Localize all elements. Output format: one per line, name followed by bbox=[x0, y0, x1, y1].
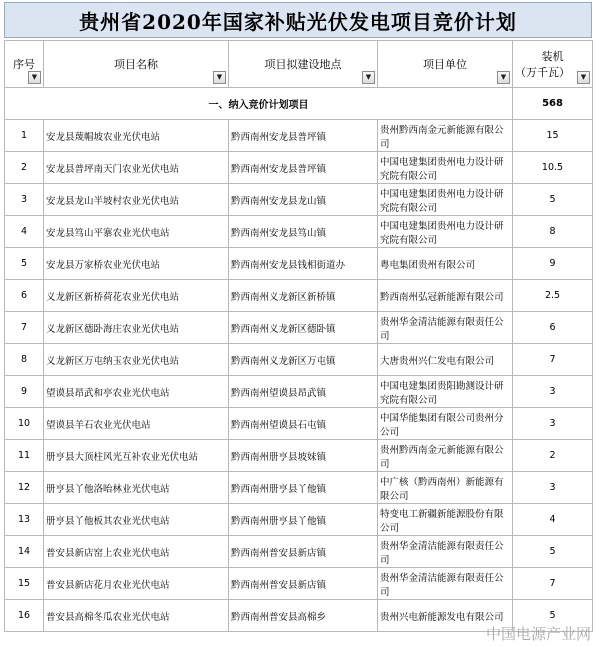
cell-site: 黔西南州普安县新店镇 bbox=[229, 568, 378, 600]
cell-no: 8 bbox=[5, 344, 44, 376]
cell-no: 12 bbox=[5, 472, 44, 504]
header-unit bbox=[378, 41, 513, 88]
table-row bbox=[5, 344, 593, 376]
cell-capacity: 5 bbox=[513, 600, 593, 632]
filter-dropdown-name[interactable] bbox=[213, 71, 226, 84]
table-row bbox=[5, 536, 593, 568]
cell-no: 14 bbox=[5, 536, 44, 568]
cell-site: 黔西南州安龙县笃山镇 bbox=[229, 216, 378, 248]
cell-name: 安龙县普坪南天门农业光伏电站 bbox=[44, 152, 229, 184]
cell-capacity: 7 bbox=[513, 568, 593, 600]
table-row bbox=[5, 312, 593, 344]
cell-capacity: 4 bbox=[513, 504, 593, 536]
cell-no: 5 bbox=[5, 248, 44, 280]
section-total: 568 bbox=[513, 88, 593, 120]
cell-no: 15 bbox=[5, 568, 44, 600]
cell-capacity: 9 bbox=[513, 248, 593, 280]
cell-no: 11 bbox=[5, 440, 44, 472]
cell-name: 普安县新店窑上农业光伏电站 bbox=[44, 536, 229, 568]
cell-capacity: 2.5 bbox=[513, 280, 593, 312]
chevron-down-icon: ▼ bbox=[500, 73, 507, 81]
cell-no: 3 bbox=[5, 184, 44, 216]
header-no bbox=[5, 41, 44, 88]
cell-unit: 粤电集团贵州有限公司 bbox=[378, 248, 513, 280]
cell-no: 9 bbox=[5, 376, 44, 408]
cell-site: 黔西南州义龙新区万屯镇 bbox=[229, 344, 378, 376]
cell-site: 黔西南州册亨县坡妹镇 bbox=[229, 440, 378, 472]
cell-name: 册亨县丫他板其农业光伏电站 bbox=[44, 504, 229, 536]
cell-site: 黔西南州普安县高棉乡 bbox=[229, 600, 378, 632]
cell-site: 黔西南州义龙新区德卧镇 bbox=[229, 312, 378, 344]
table-row bbox=[5, 248, 593, 280]
table-row bbox=[5, 568, 593, 600]
table-row bbox=[5, 152, 593, 184]
header-name-label: 项目名称 bbox=[114, 58, 158, 71]
cell-name: 望谟县昂武和亭农业光伏电站 bbox=[44, 376, 229, 408]
cell-unit: 大唐贵州兴仁发电有限公司 bbox=[378, 344, 513, 376]
cell-unit: 贵州华金清洁能源有限责任公司 bbox=[378, 536, 513, 568]
cell-site: 黔西南州义龙新区新桥镇 bbox=[229, 280, 378, 312]
cell-no: 13 bbox=[5, 504, 44, 536]
cell-name: 义龙新区德卧海庄农业光伏电站 bbox=[44, 312, 229, 344]
header-capacity-line2: （万千瓦） bbox=[515, 66, 570, 79]
cell-capacity: 3 bbox=[513, 408, 593, 440]
chevron-down-icon: ▼ bbox=[580, 73, 587, 81]
cell-no: 7 bbox=[5, 312, 44, 344]
section-label: 一、纳入竞价计划项目 bbox=[5, 88, 513, 120]
header-no-label: 序号 bbox=[13, 58, 35, 71]
cell-site: 黔西南州望谟县昂武镇 bbox=[229, 376, 378, 408]
cell-no: 4 bbox=[5, 216, 44, 248]
cell-unit: 黔西南州弘冠新能源有限公司 bbox=[378, 280, 513, 312]
cell-capacity: 8 bbox=[513, 216, 593, 248]
cell-unit: 中国电建集团贵阳勘测设计研究院有限公司 bbox=[378, 376, 513, 408]
filter-dropdown-no[interactable] bbox=[28, 71, 41, 84]
section-row bbox=[5, 88, 593, 120]
cell-name: 册亨县大顶柱风光互补农业光伏电站 bbox=[44, 440, 229, 472]
header-site bbox=[229, 41, 378, 88]
cell-name: 册亨县丫他洛咍林业光伏电站 bbox=[44, 472, 229, 504]
table-row bbox=[5, 120, 593, 152]
table-row bbox=[5, 472, 593, 504]
watermark: 中国电源产业网 bbox=[485, 625, 591, 643]
cell-capacity: 10.5 bbox=[513, 152, 593, 184]
header-capacity bbox=[513, 41, 593, 88]
table-row bbox=[5, 408, 593, 440]
cell-unit: 中广核（黔西南州）新能源有限公司 bbox=[378, 472, 513, 504]
cell-unit: 贵州黔西南金元新能源有限公司 bbox=[378, 120, 513, 152]
filter-dropdown-capacity[interactable] bbox=[577, 71, 590, 84]
page-title: 贵州省2020年国家补贴光伏发电项目竞价计划 bbox=[4, 2, 592, 38]
cell-name: 普安县高棉冬瓜农业光伏电站 bbox=[44, 600, 229, 632]
cell-name: 安龙县龙山半坡村农业光伏电站 bbox=[44, 184, 229, 216]
cell-unit: 贵州华金清洁能源有限责任公司 bbox=[378, 568, 513, 600]
cell-site: 黔西南州册亨县丫他镇 bbox=[229, 504, 378, 536]
table-row bbox=[5, 376, 593, 408]
cell-unit: 贵州黔西南金元新能源有限公司 bbox=[378, 440, 513, 472]
filter-dropdown-site[interactable] bbox=[362, 71, 375, 84]
cell-unit: 中国电建集团贵州电力设计研究院有限公司 bbox=[378, 216, 513, 248]
cell-capacity: 15 bbox=[513, 120, 593, 152]
header-unit-label: 项目单位 bbox=[423, 58, 467, 71]
cell-name: 义龙新区新桥荷花农业光伏电站 bbox=[44, 280, 229, 312]
cell-name: 普安县新店花月农业光伏电站 bbox=[44, 568, 229, 600]
cell-no: 10 bbox=[5, 408, 44, 440]
cell-capacity: 5 bbox=[513, 536, 593, 568]
chevron-down-icon: ▼ bbox=[365, 73, 372, 81]
project-table bbox=[4, 40, 593, 632]
table-row bbox=[5, 504, 593, 536]
filter-dropdown-unit[interactable] bbox=[497, 71, 510, 84]
cell-name: 安龙县蔑帽坡农业光伏电站 bbox=[44, 120, 229, 152]
chevron-down-icon: ▼ bbox=[31, 73, 38, 81]
cell-unit: 贵州兴电新能源发电有限公司 bbox=[378, 600, 513, 632]
cell-unit: 中国电建集团贵州电力设计研究院有限公司 bbox=[378, 152, 513, 184]
cell-name: 安龙县万家桥农业光伏电站 bbox=[44, 248, 229, 280]
cell-capacity: 2 bbox=[513, 440, 593, 472]
header-capacity-line1: 装机 bbox=[541, 50, 564, 63]
cell-name: 望谟县羊石农业光伏电站 bbox=[44, 408, 229, 440]
cell-site: 黔西南州安龙县龙山镇 bbox=[229, 184, 378, 216]
cell-capacity: 3 bbox=[513, 472, 593, 504]
header-name bbox=[44, 41, 229, 88]
chevron-down-icon: ▼ bbox=[216, 73, 223, 81]
cell-unit: 中国华能集团有限公司贵州分公司 bbox=[378, 408, 513, 440]
cell-no: 16 bbox=[5, 600, 44, 632]
cell-site: 黔西南州望谟县石屯镇 bbox=[229, 408, 378, 440]
cell-no: 6 bbox=[5, 280, 44, 312]
cell-no: 1 bbox=[5, 120, 44, 152]
cell-unit: 贵州华金清洁能源有限责任公司 bbox=[378, 312, 513, 344]
cell-no: 2 bbox=[5, 152, 44, 184]
cell-site: 黔西南州普安县新店镇 bbox=[229, 536, 378, 568]
cell-site: 黔西南州安龙县普坪镇 bbox=[229, 152, 378, 184]
cell-capacity: 3 bbox=[513, 376, 593, 408]
table-row bbox=[5, 216, 593, 248]
table-row bbox=[5, 184, 593, 216]
header-site-label: 项目拟建设地点 bbox=[264, 58, 342, 71]
cell-site: 黔西南州册亨县丫他镇 bbox=[229, 472, 378, 504]
cell-unit: 特变电工新疆新能源股份有限公司 bbox=[378, 504, 513, 536]
cell-capacity: 7 bbox=[513, 344, 593, 376]
header-row bbox=[5, 41, 593, 88]
cell-capacity: 6 bbox=[513, 312, 593, 344]
cell-site: 黔西南州安龙县钱相街道办 bbox=[229, 248, 378, 280]
cell-name: 义龙新区万屯纳玉农业光伏电站 bbox=[44, 344, 229, 376]
table-row bbox=[5, 280, 593, 312]
table-row bbox=[5, 440, 593, 472]
cell-site: 黔西南州安龙县普坪镇 bbox=[229, 120, 378, 152]
cell-unit: 中国电建集团贵州电力设计研究院有限公司 bbox=[378, 184, 513, 216]
cell-name: 安龙县笃山平寨农业光伏电站 bbox=[44, 216, 229, 248]
cell-capacity: 5 bbox=[513, 184, 593, 216]
